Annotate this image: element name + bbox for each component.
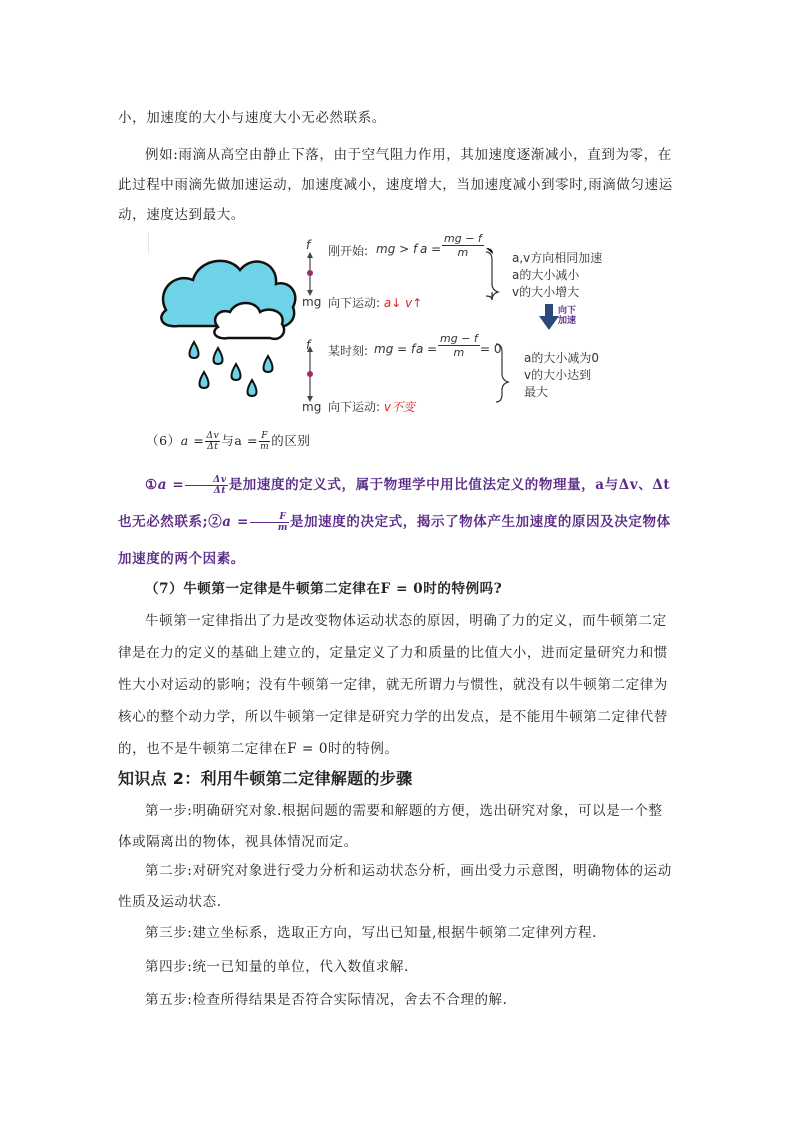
top-a-eq: a = xyxy=(420,242,442,256)
down-arrow-icon xyxy=(539,304,559,330)
bottom-eq-zero: = 0 xyxy=(480,342,502,356)
bottom-a-eq: a = xyxy=(416,342,438,356)
item-6-num2: F xyxy=(259,431,270,442)
arrow-text-1: 向下 xyxy=(558,306,577,316)
bottom-fraction xyxy=(436,332,482,359)
item-7-question: （7）牛顿第一定律是牛顿第二定律在F = 0时的特例吗? xyxy=(145,581,503,597)
top-bracket xyxy=(486,252,498,300)
item-6-suffix: 的区别 xyxy=(271,433,311,448)
top-bracket-line-2: a的大小减小 xyxy=(512,268,580,282)
top-frac-num: mg − f xyxy=(444,232,482,245)
top-state-label: 刚开始: xyxy=(328,244,369,258)
purple-t2: a与Δv、Δt也无必然联系; xyxy=(118,477,671,530)
arrow-text-2: 加速 xyxy=(558,316,577,326)
bottom-bracket-text xyxy=(524,350,599,401)
para-raindrop-example: 例如:雨滴从高空由静止下落，由于空气阻力作用，其加速度逐渐减小，直到为零，在此过程中雨滴先做加速运动，加速度减小，速度增大，当加速度减小到零时,雨滴做匀速运动，速度达到最大。 xyxy=(118,147,673,223)
raindrop-icons xyxy=(190,342,273,396)
bottom-force-diagram xyxy=(307,346,313,402)
item-6 xyxy=(146,426,702,456)
raindrop-figure xyxy=(148,232,502,417)
top-bracket-text xyxy=(512,250,602,301)
purple-n1: Δv xyxy=(185,475,227,486)
bottom-relation: mg = f xyxy=(374,342,416,356)
bottom-frac-num: mg − f xyxy=(440,332,478,345)
bottom-bracket xyxy=(496,344,508,402)
arrow-label-block xyxy=(558,306,576,326)
purple-t3: 是加速度的决定式，揭示了物体产生加速度的原因及决定物体加速度的两个因素。 xyxy=(118,514,671,567)
top-relation: mg > f xyxy=(376,242,418,256)
bottom-motion-label xyxy=(328,398,415,415)
purple-a2: a = xyxy=(222,514,249,530)
step-2: 第二步:对研究对象进行受力分析和运动状态分析，画出受力示意图，明确物体的运动性质及运动状态. xyxy=(118,863,672,910)
top-frac-den: m xyxy=(457,246,469,259)
top-bracket-line-1: a,v方向相同加速 xyxy=(512,251,603,265)
top-fraction xyxy=(440,232,486,259)
purple-d1: Δt xyxy=(213,486,227,496)
circle-1: ① xyxy=(145,477,158,493)
item-6-den1: Δt xyxy=(207,442,219,452)
circle-2: ② xyxy=(208,514,223,530)
section-heading-2: 知识点 2：利用牛顿第二定律解题的步骤 xyxy=(118,769,413,788)
top-f-label: f xyxy=(306,238,311,252)
top-motion-text: 向下运动: xyxy=(328,296,381,310)
purple-n2: F xyxy=(250,512,289,523)
purple-d2: m xyxy=(277,523,288,533)
purple-definition-block xyxy=(118,467,674,578)
top-mg-label: mg xyxy=(302,295,322,309)
bottom-frac-den: m xyxy=(453,346,465,359)
top-bracket-line-3: v的大小增大 xyxy=(512,285,580,299)
purple-t1: 是加速度的定义式，属于物理学中用比值法定义的物理量， xyxy=(228,477,596,493)
para-1: 小，加速度的大小与速度大小无必然联系。 xyxy=(118,110,386,126)
top-force-diagram xyxy=(307,252,313,296)
step-4: 第四步:统一已知量的单位，代入数值求解. xyxy=(145,959,409,975)
item-6-num1: Δv xyxy=(206,431,220,441)
bottom-f-label: f xyxy=(306,338,311,352)
bottom-motion-text: 向下运动: xyxy=(328,400,381,414)
item-6-mid: 与a = xyxy=(221,433,259,448)
item-6-a: a = xyxy=(180,433,205,448)
figure-graphics xyxy=(148,232,498,417)
cloud-icon xyxy=(161,261,295,339)
bottom-bracket-line-3: 最大 xyxy=(524,385,549,399)
step-5: 第五步:检查所得结果是否符合实际情况，舍去不合理的解. xyxy=(145,992,508,1008)
bottom-bracket-line-1: a的大小减为0 xyxy=(524,351,599,365)
item-6-den2: m xyxy=(260,442,270,452)
top-motion-av: a↓ v↑ xyxy=(383,296,423,310)
item-6-prefix: （6） xyxy=(146,433,181,448)
bottom-mg-label: mg xyxy=(302,400,322,414)
step-3: 第三步:建立坐标系，选取正方向，写出已知量,根据牛顿第二定律列方程. xyxy=(145,925,598,941)
para-7: 牛顿第一定律指出了力是改变物体运动状态的原因，明确了力的定义，而牛顿第二定律是在力的定义的基础上建立的，定量定义了力和质量的比值大小，进而定量研究力和惯性大小对运动的影响；没有牛顿第一定律，就无所谓力与惯性，就没有以牛顿第二定律为核心的整个动力学，所以牛顿第一定律是研究力学的出发点，是不能用牛顿第二定律代替的，也不是牛顿第二定律在F = 0时的特例。 xyxy=(118,613,668,757)
step-1: 第一步:明确研究对象.根据问题的需要和解题的方便，选出研究对象，可以是一个整体或隔离出的物体，视具体情况而定。 xyxy=(118,803,663,850)
bottom-state-label: 某时刻: xyxy=(328,344,369,358)
bottom-bracket-line-2: v的大小达到 xyxy=(524,368,592,382)
bottom-motion-v: v不变 xyxy=(383,400,415,414)
purple-a1: a = xyxy=(157,477,185,493)
top-motion-label xyxy=(328,294,422,311)
